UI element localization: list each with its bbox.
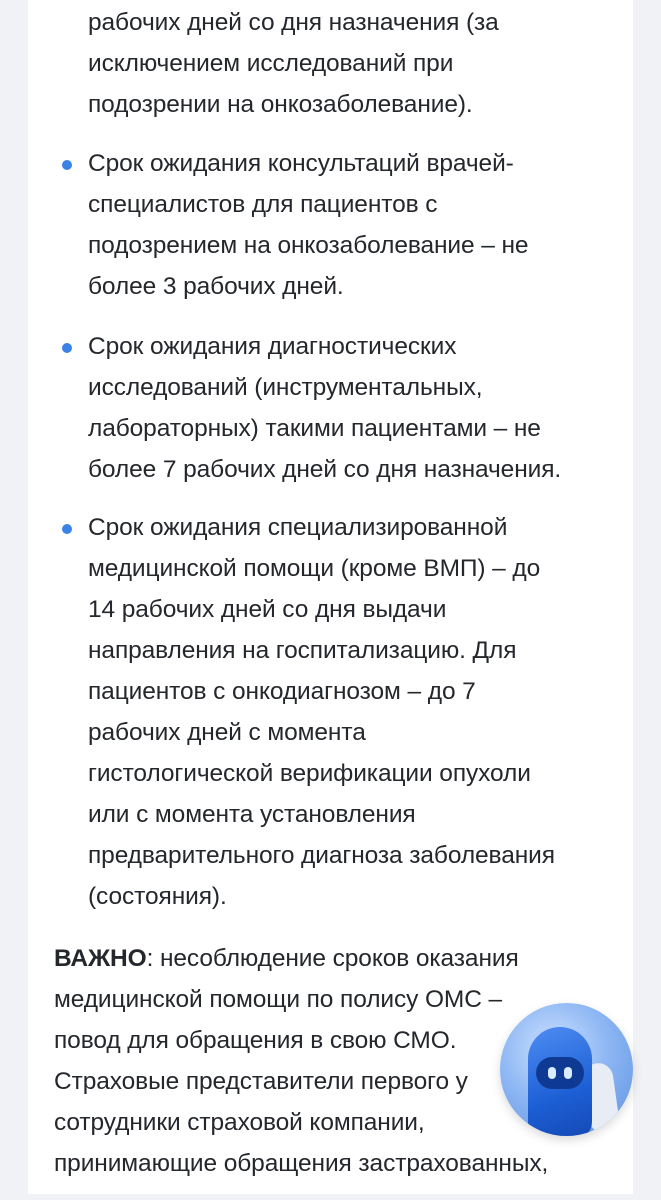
text-line: принимающие обращения застрахованных,	[54, 1150, 549, 1177]
text-line	[54, 938, 614, 979]
text-line: Страховые представители первого у	[54, 1068, 468, 1095]
bullet-dot-icon	[62, 343, 72, 353]
text-line: (состояния).	[88, 883, 227, 910]
text-line: исключением исследований при	[88, 50, 454, 77]
text-line: Срок ожидания специализированной	[88, 514, 508, 541]
text-line: более 3 рабочих дней.	[88, 273, 344, 300]
text-line: рабочих дней с момента	[88, 719, 366, 746]
text-line: подозрением на онкозаболевание – не	[88, 232, 529, 259]
text-line: более 7 рабочих дней со дня назначения.	[88, 456, 562, 483]
text-line: медицинской помощи (кроме ВМП) – до	[88, 555, 541, 582]
bullet-dot-icon	[62, 524, 72, 534]
text-line: гистологической верификации опухоли	[88, 760, 531, 787]
important-text: : несоблюдение сроков оказания	[146, 945, 519, 972]
text-line: сотрудники страховой компании,	[54, 1109, 425, 1136]
text-line: пациентов с онкодиагнозом – до 7	[88, 678, 476, 705]
text-line: или с момента установления	[88, 801, 416, 828]
important-label: ВАЖНО	[54, 945, 147, 972]
text-line: исследований (инструментальных,	[88, 374, 483, 401]
text-line: лабораторных) такими пациентами – не	[88, 415, 541, 442]
text-line: повод для обращения в свою СМО.	[54, 1027, 457, 1054]
robot-face	[536, 1057, 584, 1089]
robot-eye-icon	[564, 1067, 572, 1079]
text-line: предварительного диагноза заболевания	[88, 842, 555, 869]
text-line: рабочих дней со дня назначения (за	[88, 9, 499, 36]
robot-eye-icon	[548, 1067, 556, 1079]
continued-bullet-text	[88, 2, 628, 125]
text-line: направления на госпитализацию. Для	[88, 637, 517, 664]
robot-assistant-button[interactable]	[500, 1003, 633, 1136]
text-line: Срок ожидания консультаций врачей-	[88, 150, 514, 177]
text-line: медицинской помощи по полису ОМС –	[54, 986, 503, 1013]
text-line: 14 рабочих дней со дня выдачи	[88, 596, 447, 623]
text-line: подозрении на онкозаболевание).	[88, 91, 473, 118]
bullet-dot-icon	[62, 160, 72, 170]
text-line: Срок ожидания диагностических	[88, 333, 457, 360]
robot-assistant-icon	[528, 1027, 592, 1136]
text-line: специалистов для пациентов с	[88, 191, 438, 218]
